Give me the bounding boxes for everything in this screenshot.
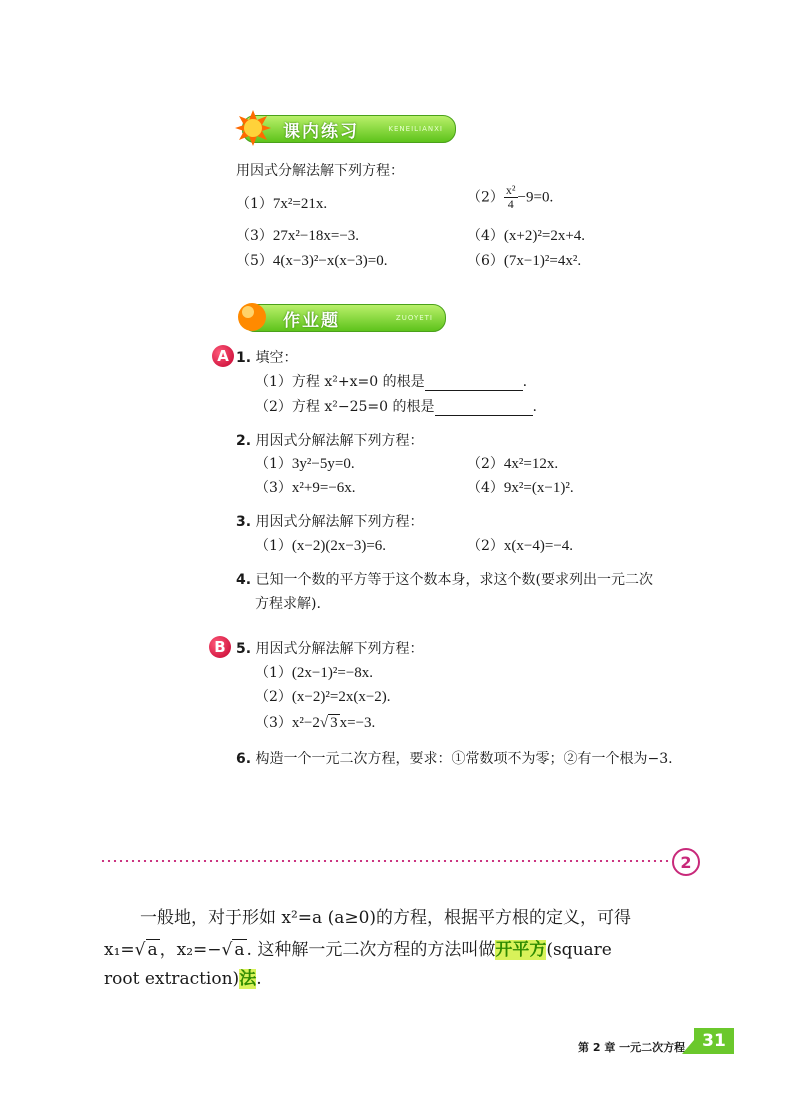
radicand-a-2: a bbox=[234, 940, 245, 960]
x1-label: x₁= bbox=[104, 940, 135, 960]
practice-item-1 bbox=[236, 193, 327, 213]
q4-number: 4. bbox=[236, 572, 252, 588]
homework-subtitle: ZUOYETI bbox=[395, 314, 433, 322]
q3-a-eq: (x−2)(2x−3)=6. bbox=[291, 538, 387, 554]
practice-eq-3: 27x²−18x=−3. bbox=[272, 228, 360, 244]
q2-line bbox=[236, 430, 424, 450]
q1-sub2 bbox=[255, 396, 537, 416]
radicand-a-1: a bbox=[147, 940, 158, 960]
q5-b bbox=[255, 686, 391, 706]
practice-label-1: （1） bbox=[236, 196, 273, 212]
q6-text: 构造一个一元二次方程，要求：①常数项不为零；②有一个根为−3. bbox=[255, 751, 673, 767]
practice-eq-2: −9=0. bbox=[517, 189, 554, 206]
q2-a bbox=[255, 453, 355, 473]
practice-item-6 bbox=[467, 250, 581, 270]
homework-title: 作业题 bbox=[283, 310, 340, 331]
q5-b-eq: (x−2)²=2x(x−2). bbox=[291, 689, 391, 705]
q5-c bbox=[255, 712, 375, 732]
practice-subtitle: KENEILIANXI bbox=[388, 125, 443, 133]
q4-text1: 已知一个数的平方等于这个数本身，求这个数(要求列出一元二次 bbox=[255, 572, 653, 588]
q5-c-label: （3） bbox=[255, 715, 292, 731]
q1-sub1-blank[interactable] bbox=[425, 376, 523, 391]
q6-number: 6. bbox=[236, 751, 252, 767]
q4-line2: 方程求解). bbox=[255, 596, 321, 612]
q3-b-label: （2） bbox=[467, 538, 504, 554]
chapter-label: 第 2 章 一元二次方程 bbox=[578, 1041, 686, 1054]
para-line-2-end: (square bbox=[546, 940, 612, 960]
q3-number: 3. bbox=[236, 514, 252, 530]
q2-a-eq: 3y²−5y=0. bbox=[291, 456, 355, 472]
q3-a-label: （1） bbox=[255, 538, 292, 554]
level-b-badge: B bbox=[209, 636, 231, 658]
practice-item-5 bbox=[236, 250, 388, 270]
para-line-1: 一般地，对于形如 x²=a (a≥0)的方程，根据平方根的定义，可得 bbox=[140, 908, 632, 928]
q2-c-eq: x²+9=−6x. bbox=[291, 480, 356, 496]
x2-label: ，x₂=− bbox=[159, 940, 222, 960]
practice-item-4 bbox=[467, 225, 585, 245]
page-number: 31 bbox=[694, 1028, 734, 1054]
orange-ball-icon bbox=[235, 299, 269, 333]
practice-eq-4: (x+2)²=2x+4. bbox=[503, 228, 586, 244]
q3-b bbox=[467, 535, 573, 555]
q1-sub2-label: （2） bbox=[255, 399, 292, 415]
para-line-3-end: . bbox=[256, 969, 262, 989]
q2-text: 用因式分解法解下列方程： bbox=[255, 433, 424, 449]
q1-sub1-label: （1） bbox=[255, 374, 292, 390]
practice-intro: 用因式分解法解下列方程： bbox=[236, 163, 404, 179]
q2-d-eq: 9x²=(x−1)². bbox=[503, 480, 574, 496]
practice-label-6: （6） bbox=[467, 253, 504, 269]
q6-line bbox=[236, 748, 673, 768]
level-a-badge: A bbox=[212, 345, 234, 367]
sun-icon bbox=[235, 110, 271, 146]
q4-line bbox=[236, 569, 653, 589]
sqrt-sign-2: √ bbox=[221, 940, 233, 960]
q5-a-eq: (2x−1)²=−8x. bbox=[291, 665, 374, 681]
practice-label-3: （3） bbox=[236, 228, 273, 244]
practice-fraction bbox=[504, 184, 518, 211]
practice-label-4: （4） bbox=[467, 228, 504, 244]
q2-b-eq: 4x²=12x. bbox=[503, 456, 559, 472]
q2-d-label: （4） bbox=[467, 480, 504, 496]
fraction-numerator: x² bbox=[505, 183, 516, 197]
para-line-3-text: root extraction) bbox=[104, 969, 240, 989]
q5-a-label: （1） bbox=[255, 665, 292, 681]
practice-title: 课内练习 bbox=[283, 121, 359, 142]
term-highlight-1: 开平方 bbox=[495, 940, 547, 960]
q2-a-label: （1） bbox=[255, 456, 292, 472]
q3-a bbox=[255, 535, 386, 555]
q3-line bbox=[236, 511, 424, 531]
q1-sub1 bbox=[255, 371, 527, 391]
q2-b bbox=[467, 453, 558, 473]
q1-sub2-end: . bbox=[532, 399, 537, 415]
q5-c-post: x=−3. bbox=[339, 715, 376, 731]
practice-banner bbox=[242, 115, 456, 143]
section-number: 2 bbox=[672, 848, 700, 876]
q5-text: 用因式分解法解下列方程： bbox=[255, 641, 424, 657]
practice-item-2 bbox=[467, 184, 553, 211]
q1-number: 1. bbox=[236, 350, 252, 366]
q2-c-label: （3） bbox=[255, 480, 292, 496]
page-tab-decoration bbox=[682, 1040, 694, 1054]
q5-line bbox=[236, 638, 424, 658]
q2-number: 2. bbox=[236, 433, 252, 449]
q1-line bbox=[236, 347, 298, 367]
q1-sub1-text: 方程 x²+x=0 的根是 bbox=[291, 374, 425, 390]
q5-c-radicand: 3 bbox=[330, 715, 338, 731]
q1-sub2-text: 方程 x²−25=0 的根是 bbox=[291, 399, 435, 415]
practice-label-2: （2） bbox=[467, 189, 504, 206]
q1-text: 填空： bbox=[255, 350, 298, 366]
q2-c bbox=[255, 477, 356, 497]
q2-b-label: （2） bbox=[467, 456, 504, 472]
q2-d bbox=[467, 477, 574, 497]
sqrt-sign-1: √ bbox=[134, 940, 146, 960]
practice-eq-1: 7x²=21x. bbox=[272, 196, 328, 212]
q3-text: 用因式分解法解下列方程： bbox=[255, 514, 424, 530]
practice-eq-5: 4(x−3)²−x(x−3)=0. bbox=[272, 253, 388, 269]
term-highlight-2: 法 bbox=[239, 969, 257, 989]
para-line-2-text: . 这种解一元二次方程的方法叫做 bbox=[246, 940, 496, 960]
q1-sub2-blank[interactable] bbox=[435, 401, 533, 416]
practice-eq-6: (7x−1)²=4x². bbox=[503, 253, 582, 269]
q5-c-pre: x²−2 bbox=[291, 715, 320, 731]
fraction-denominator: 4 bbox=[507, 197, 514, 211]
para-line-3 bbox=[104, 964, 262, 989]
q1-sub1-end: . bbox=[522, 374, 528, 390]
section-divider bbox=[100, 860, 670, 862]
para-line-2 bbox=[104, 935, 612, 960]
q5-a bbox=[255, 662, 373, 682]
q5-number: 5. bbox=[236, 641, 252, 657]
homework-banner bbox=[242, 304, 446, 332]
practice-label-5: （5） bbox=[236, 253, 273, 269]
q3-b-eq: x(x−4)=−4. bbox=[503, 538, 574, 554]
sqrt-sign: √ bbox=[319, 715, 329, 731]
practice-item-3 bbox=[236, 225, 359, 245]
q5-b-label: （2） bbox=[255, 689, 292, 705]
